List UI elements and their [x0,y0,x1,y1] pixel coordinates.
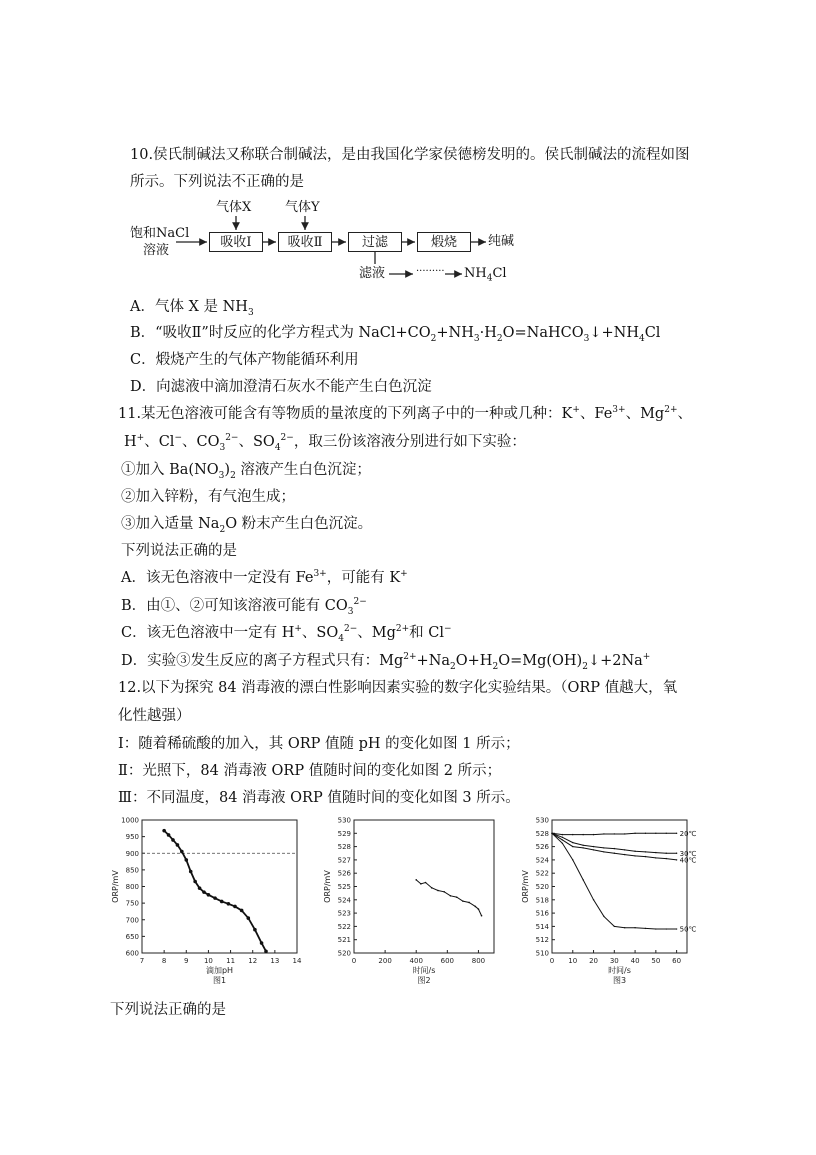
data-point [614,926,615,927]
series-line [416,880,481,916]
flow-dots: ········· [416,266,445,277]
data-point [593,899,594,900]
flow-step-filter: 过滤 [348,232,402,252]
plot-frame [142,820,297,953]
q12-item2: Ⅱ：光照下，84 消毒液 ORP 值随时间的变化如图 2 所示； [118,763,502,779]
q11-option-b: B．由①、②可知该溶液可能有 $CO_3^{2-}$ [121,597,367,617]
data-point [676,859,677,860]
data-point [189,870,193,874]
q11-stem-line2: H+、Cl−、$CO_3^{2-}$、$SO_4^{2-}$，取三份该溶液分别进行如下实验： [124,433,526,453]
series-line [164,831,266,952]
data-point [676,833,677,834]
q10-option-a: A．气体 X 是 $NH_3$ [130,299,254,318]
q12-item1: Ⅰ：随着稀硫酸的加入，其 ORP 值随 pH 的变化如图 1 所示； [118,736,520,752]
data-point [645,856,646,857]
data-point [264,950,268,954]
data-point [655,928,656,929]
q12-stem-line1: 12.以下为探究 84 消毒液的漂白性影响因素实验的数字化实验结果。（ORP 值越大，氧 [118,680,678,696]
y-tick-label: 526 [535,843,549,852]
q11-exp3: ③加入适量 $Na_2O$ 粉末产生白色沉淀。 [121,516,373,535]
data-point [666,858,667,859]
x-axis-label: 时间/s [608,966,631,975]
x-tick-label: 400 [409,957,423,965]
flow-arrows [0,0,816,300]
q11-stem-line1: 11.某无色溶液可能含有等物质的量浓度的下列离子中的一种或几种：K+、$Fe^{3+}$、$Mg^{2+}$、 [118,405,692,422]
data-point [253,928,257,932]
x-tick-label: 60 [672,957,682,965]
data-point [624,927,625,928]
flow-step-absorb2: 吸收Ⅱ [278,232,332,252]
data-point [655,857,656,858]
x-tick-label: 40 [630,957,640,965]
y-axis-label: ORP/mV [323,870,332,903]
series-line [552,833,677,929]
data-point [572,834,573,835]
data-point [572,846,573,847]
q10-option-b: B．“吸收Ⅱ”时反应的化学方程式为 $NaCl+CO_2+NH_3\cdot H_2O=NaHCO_3↓+NH_4Cl$ [130,325,661,344]
y-axis-label: ORP/mV [521,870,530,903]
data-point [614,833,615,834]
plot-frame [354,820,494,953]
chart-figure2 [316,812,506,992]
x-tick-label: 0 [351,957,357,965]
data-point [582,879,583,880]
q11-ask: 下列说法正确的是 [121,543,237,559]
y-axis-label: ORP/mV [111,870,120,903]
data-point [456,896,458,898]
data-point [450,895,452,897]
x-tick-label: 30 [609,957,619,965]
data-point [425,882,427,884]
x-tick-label: 50 [651,957,661,965]
y-tick-label: 650 [125,932,139,941]
data-point [645,928,646,929]
chart-caption: 图3 [612,976,627,985]
y-tick-label: 700 [125,916,139,925]
q10-option-d: D．向滤液中滴加澄清石灰水不能产生白色沉淀 [130,379,432,395]
data-point [666,833,667,834]
data-point [260,941,264,945]
data-point [227,902,231,906]
x-axis-label: 滴加pH [205,966,234,975]
data-point [462,900,464,902]
data-point [475,906,477,908]
flow-gas-y: 气体Y [285,200,320,215]
y-tick-label: 522 [337,922,351,931]
data-point [624,833,625,834]
data-point [582,845,583,846]
q12-stem-line2: 化性越强） [118,708,191,724]
series-label: 30℃ [679,849,697,858]
x-tick-label: 600 [440,957,455,965]
data-point [634,927,635,928]
x-tick-label: 20 [589,957,598,965]
data-point [666,928,667,929]
y-tick-label: 600 [125,949,139,958]
data-point [582,847,583,848]
y-tick-label: 514 [535,922,549,931]
data-point [603,847,604,848]
x-tick-label: 200 [378,957,392,965]
x-axis-label: 时间/s [412,966,436,975]
y-tick-label: 524 [337,896,351,905]
data-point [655,833,656,834]
data-point [207,893,211,897]
y-tick-label: 850 [125,866,139,875]
data-point [603,916,604,917]
x-tick-label: 11 [226,957,236,965]
x-tick-label: 10 [203,957,213,965]
data-point [167,833,171,837]
data-point [655,852,656,853]
data-point [676,853,677,854]
chart-figure3 [514,812,714,992]
data-point [634,851,635,852]
flow-nh4cl: $NH_4Cl$ [464,266,507,284]
y-tick-label: 529 [337,829,351,838]
data-point [431,887,433,889]
data-point [220,900,224,904]
data-point [676,928,677,929]
y-tick-label: 520 [535,883,549,891]
y-tick-label: 750 [125,899,139,908]
data-point [572,842,573,843]
y-tick-label: 527 [337,856,351,865]
y-tick-label: 510 [535,949,549,958]
q10-stem-line1: 10.侯氏制碱法又称联合制碱法，是由我国化学家侯德榜发明的。侯氏制碱法的流程如图 [130,147,690,163]
data-point [180,850,184,854]
data-point [443,891,445,893]
y-tick-label: 950 [125,833,139,842]
data-point [624,849,625,850]
series-label: 40℃ [679,856,697,865]
data-point [572,859,573,860]
data-point [481,915,483,917]
data-point [171,838,175,842]
y-tick-label: 521 [337,936,351,945]
data-point [162,829,166,833]
data-point [420,883,422,885]
data-point [593,834,594,835]
data-point [634,855,635,856]
data-point [551,833,552,834]
series-line [552,833,677,853]
q11-exp2: ②加入锌粉，有气泡生成； [121,489,295,505]
data-point [246,916,250,920]
y-tick-label: 526 [337,869,351,878]
y-tick-label: 518 [535,896,549,905]
q11-option-d: D．实验③发生反应的离子方程式只有：$Mg^{2+}+Na_2O+H_2O=Mg(OH)_2↓+2Na^+$ [121,652,651,672]
q12-item3: Ⅲ：不同温度，84 消毒液 ORP 值随时间的变化如图 3 所示。 [118,790,520,806]
plot-frame [552,820,687,953]
y-tick-label: 530 [337,816,351,825]
flow-step-absorb1: 吸收Ⅰ [209,232,263,252]
y-tick-label: 525 [337,883,351,891]
y-tick-label: 528 [337,843,351,852]
data-point [202,890,206,894]
data-point [634,833,635,834]
flow-input-line1: 饱和NaCl [130,226,190,241]
flow-gas-x: 气体X [216,200,252,215]
series-label: 20℃ [679,829,697,838]
data-point [415,879,417,881]
data-point [240,909,244,913]
flow-filtrate: 滤液 [359,266,386,281]
data-point [562,837,563,838]
data-point [478,908,480,910]
x-tick-label: 9 [184,957,189,965]
data-point [593,846,594,847]
y-tick-label: 528 [535,829,549,838]
flow-step-calcine: 煅烧 [417,232,471,252]
data-point [614,853,615,854]
chart-caption: 图1 [212,976,227,985]
data-point [582,834,583,835]
flow-input-line2: 溶液 [143,243,170,258]
x-tick-label: 8 [161,957,167,965]
data-point [176,843,180,847]
chart-caption: 图2 [417,976,431,985]
x-tick-label: 800 [471,957,486,965]
data-point [562,834,563,835]
data-point [468,902,470,904]
y-tick-label: 523 [337,909,351,918]
q11-option-a: A．该无色溶液中一定没有 $Fe^{3+}$，可能有 K+ [121,569,408,586]
data-point [562,839,563,840]
q10-option-c: C．煅烧产生的气体产物能循环利用 [130,352,359,368]
q12-ask: 下列说法正确的是 [110,1002,226,1018]
data-point [198,886,202,890]
data-point [184,858,188,862]
y-tick-label: 520 [337,949,351,958]
data-point [213,896,217,900]
x-tick-label: 14 [292,957,302,965]
data-point [233,905,237,909]
y-tick-label: 530 [535,816,549,825]
x-tick-label: 12 [248,957,258,965]
x-tick-label: 13 [270,957,280,965]
data-point [437,890,439,892]
y-tick-label: 800 [125,883,139,891]
data-point [562,843,563,844]
x-tick-label: 0 [549,957,555,965]
x-tick-label: 10 [568,957,578,965]
data-point [593,849,594,850]
data-point [193,880,197,884]
data-point [645,833,646,834]
data-point [603,851,604,852]
data-point [666,853,667,854]
q11-option-c: C．该无色溶液中一定有 H+、$SO_4^{2-}$、$Mg^{2+}$和 Cl− [121,624,452,644]
y-tick-label: 524 [535,856,549,865]
y-tick-label: 522 [535,869,549,878]
y-tick-label: 900 [125,849,139,858]
data-point [603,833,604,834]
y-tick-label: 512 [535,936,549,945]
y-tick-label: 516 [535,909,549,918]
q10-stem-line2: 所示。下列说法不正确的是 [130,174,304,190]
y-tick-label: 1000 [121,816,139,825]
data-point [645,851,646,852]
series-label: 50℃ [679,925,697,934]
data-point [614,848,615,849]
x-tick-label: 7 [139,957,145,965]
q11-exp1: ①加入 $Ba(NO_3)_2$ 溶液产生白色沉淀； [121,462,371,481]
chart-figure1 [110,812,310,992]
flow-product: 纯碱 [488,234,515,249]
data-point [624,854,625,855]
